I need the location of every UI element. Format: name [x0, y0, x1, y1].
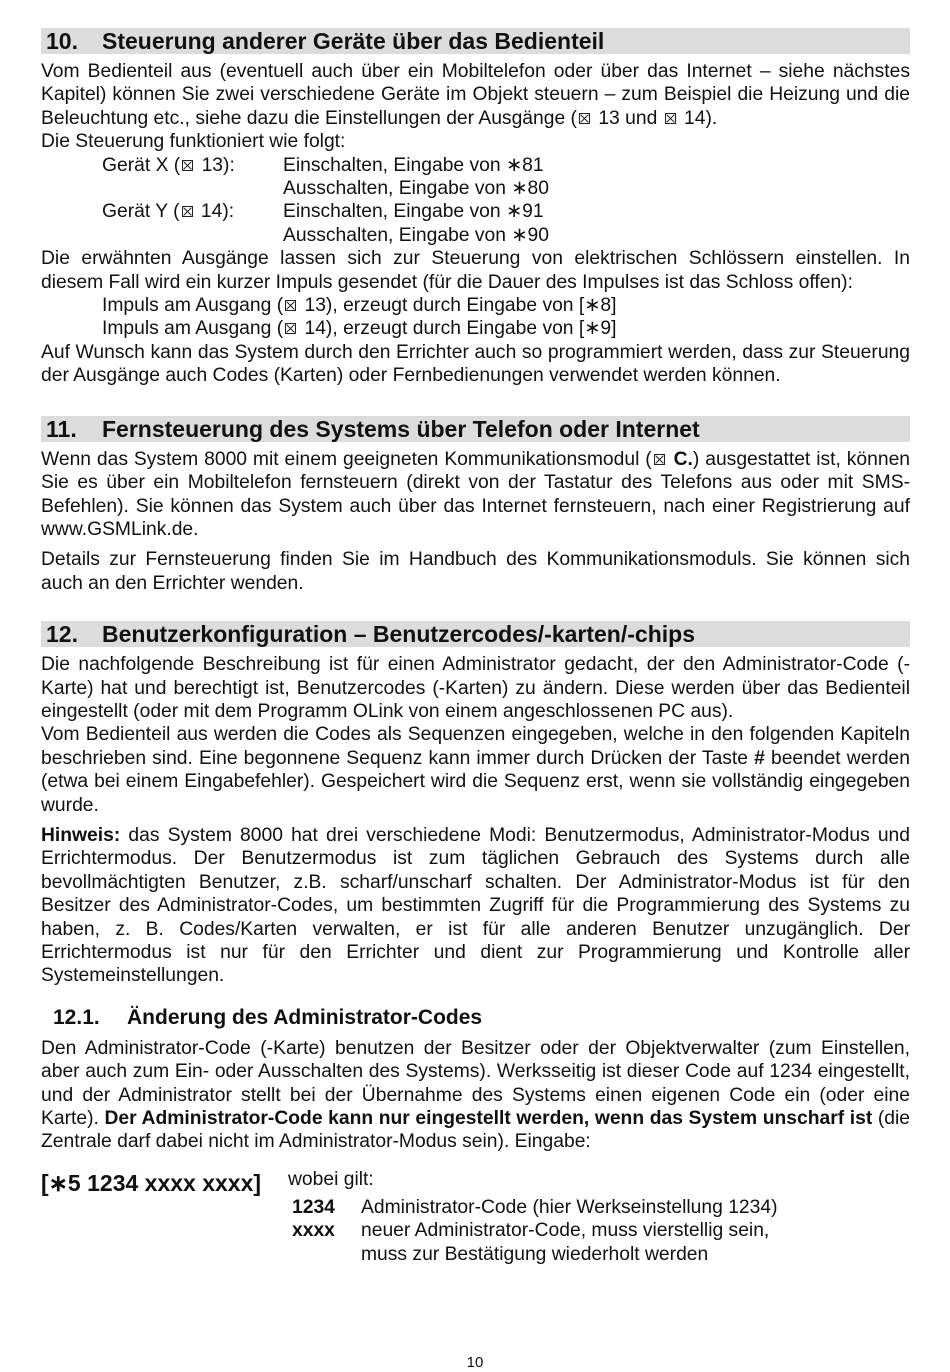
subsection-12-1-text [41, 1037, 910, 1154]
text-run: Impuls am Ausgang ( [102, 295, 284, 317]
definition-value: Administrator-Code (hier Werkseinstellung 1234) [361, 1196, 778, 1218]
text-run: beendet werden (etwa bei einem Eingabefehler). Gespeichert wird die Sequenz erst, wenn sie vollständig eingegeben wurde. [41, 747, 911, 816]
command-description [288, 1168, 910, 1266]
text-run: 14): [200, 201, 235, 223]
reference-icon [579, 113, 590, 124]
device-y-off: Ausschalten, Eingabe von ∗90 [283, 224, 549, 246]
manual-page [41, 28, 910, 1266]
section-11-intro [41, 448, 910, 542]
spacer [41, 224, 283, 247]
text-run: 14). [684, 107, 718, 129]
text-run: Gerät X ( [102, 154, 181, 176]
device-x-on: Einschalten, Eingabe von ∗81 [283, 154, 544, 176]
device-y-label [41, 200, 283, 223]
reference-icon [182, 160, 193, 171]
section-11-heading [41, 416, 910, 442]
section-number: 12. [46, 621, 78, 648]
device-x-off-row [41, 177, 910, 200]
text-run: 13): [201, 154, 235, 176]
reference-icon [654, 454, 665, 465]
definition-xxxx-cont [288, 1243, 910, 1266]
section-12-hint [41, 824, 910, 988]
page-number: 10 [466, 1354, 484, 1371]
device-y-on: Einschalten, Eingabe von ∗91 [283, 201, 544, 223]
device-y-off-row [41, 224, 910, 247]
section-10-locks: Die erwähnten Ausgänge lassen sich zur Steuerung von elektrischen Schlössern einstellen. In diesem Fall wird ein kurzer Impuls gesendet (für die Dauer des Impulses ist das Schloss offen): [41, 248, 910, 293]
key-hash: # [754, 747, 765, 769]
reference-icon [182, 206, 193, 217]
bold-run: C. [673, 448, 693, 470]
definition-1234 [288, 1196, 910, 1219]
device-x-label [41, 154, 283, 177]
section-number: 10. [46, 28, 78, 54]
text-run: 14), erzeugt durch Eingabe von [∗9] [304, 318, 617, 340]
text-run: das System 8000 hat drei verschiedene Modi: Benutzermodus, Administrator-Modus und Errichtermodus. Der Benutzermodus ist zum täglichen Gebrauch des Systems durch alle bevollmächtigten Benutzer, z.B. scharf/unscharf schalten. Der Administrator-Modus ist für den Besitzer des Administrator-Codes, um bestimmten Zugriff für die Programmierung des Systems zu haben, z. B. Codes/Karten verwalten, er ist für alle anderen Benutzer unzugänglich. Der Errichtermodus ist nur für den Errichter und dient zur Programmierung und Kontrolle aller Systemeinstellungen. [41, 824, 911, 987]
reference-icon [285, 300, 296, 311]
reference-icon [285, 323, 296, 334]
spacer [288, 1243, 361, 1266]
text-run: 13 und [598, 107, 658, 129]
text-run: Vom Bedienteil aus (eventuell auch über ein Mobiltelefon oder über das Internet – siehe nächstes Kapitel) können Sie zwei verschiedene Geräte im Objekt steuern – zum Beispiel die Heizung und die Beleuchtung etc., siehe dazu die Einstellungen der Ausgänge ( [41, 61, 910, 129]
impulse-line-2 [41, 317, 910, 340]
text-run: Den Administrator-Code (-Karte) benutzen der Besitzer oder der Objektverwalter (zum Einstellen, aber auch zum Ein- oder Ausschalten des Systems). Werksseitig ist dieser Code auf 1234 eingestellt, und der Administrator stellt bei der Übernahme des Systems einen eigenen Code ein (oder eine Karte). [41, 1037, 910, 1130]
text-run: ) ausgestattet ist, können Sie es über ein Mobiltelefon fernsteuern (direkt von der Tastatur des Telefons aus oder mit SMS-Befehlen). Sie können das System auch über das Internet fernsteuern, nach einer Registrierung auf www.GSMLink.de. [41, 448, 911, 540]
section-11-details: Details zur Fernsteuerung finden Sie im Handbuch des Kommunikationsmoduls. Sie können sich auch an den Errichter wenden. [41, 549, 910, 594]
spacer [41, 595, 910, 621]
section-title: Benutzerkonfiguration – Benutzercodes/-karten/-chips [102, 621, 695, 648]
section-12-intro: Die nachfolgende Beschreibung ist für einen Administrator gedacht, der den Administrator-Code (-Karte) hat und berechtigt ist, Benutzercodes (-Karten) zu ändern. Diese werden über das Bedienteil eingestellt (oder mit dem Programm OLink von einem angeschlossenen PC aus). [41, 654, 910, 722]
impulse-line-1 [41, 294, 910, 317]
text-run: Wenn das System 8000 mit einem geeigneten Kommunikationsmodul ( [41, 448, 652, 470]
text-run: (die Zentrale darf dabei nicht im Administrator-Modus sein). Eingabe: [41, 1108, 911, 1153]
device-x-on-row [41, 154, 910, 177]
command-sequence: [∗5 1234 xxxx xxxx] [41, 1169, 262, 1196]
bold-run: Der Administrator-Code kann nur eingestellt werden, wenn das System unscharf ist [104, 1108, 873, 1130]
definition-key: xxxx [292, 1220, 335, 1242]
section-title: Fernsteuerung des Systems über Telefon oder Internet [102, 415, 700, 442]
subsection-title: Änderung des Administrator-Codes [127, 1005, 483, 1029]
section-10-intro [41, 60, 910, 130]
spacer [41, 177, 283, 200]
device-x-off: Ausschalten, Eingabe von ∗80 [283, 178, 549, 200]
section-10-heading [41, 28, 910, 54]
section-10-note: Auf Wunsch kann das System durch den Errichter auch so programmiert werden, dass zur Steuerung der Ausgänge auch Codes (Karten) oder Fernbedienungen verwendet werden können. [41, 341, 910, 387]
text-run: Gerät Y ( [102, 201, 180, 223]
definition-xxxx [288, 1219, 910, 1242]
text-run: Impuls am Ausgang ( [102, 318, 284, 340]
command-block [41, 1168, 910, 1266]
section-number: 11. [46, 415, 77, 442]
section-12-sequences [41, 723, 910, 817]
section-10-intro-2: Die Steuerung funktioniert wie folgt: [41, 131, 346, 153]
spacer [41, 388, 910, 416]
definition-value: neuer Administrator-Code, muss vierstellig sein, [361, 1220, 770, 1242]
section-12-heading [41, 621, 910, 647]
text-run: 13), erzeugt durch Eingabe von [∗8] [304, 295, 617, 317]
text-run: Vom Bedienteil aus werden die Codes als Sequenzen eingegeben, welche in den folgenden Kapiteln beschrieben sind. Eine begonnene Sequenz kann immer durch Drücken der Taste [41, 724, 910, 769]
hint-label: Hinweis: [41, 824, 121, 846]
where-label: wobei gilt: [288, 1168, 374, 1190]
section-title: Steuerung anderer Geräte über das Bedienteil [102, 28, 605, 54]
definition-value: muss zur Bestätigung wiederholt werden [361, 1243, 709, 1265]
device-y-on-row [41, 200, 910, 223]
definition-key: 1234 [292, 1196, 335, 1218]
subsection-number: 12.1. [53, 1005, 100, 1029]
subsection-12-1-heading [53, 1006, 910, 1030]
reference-icon [665, 113, 676, 124]
